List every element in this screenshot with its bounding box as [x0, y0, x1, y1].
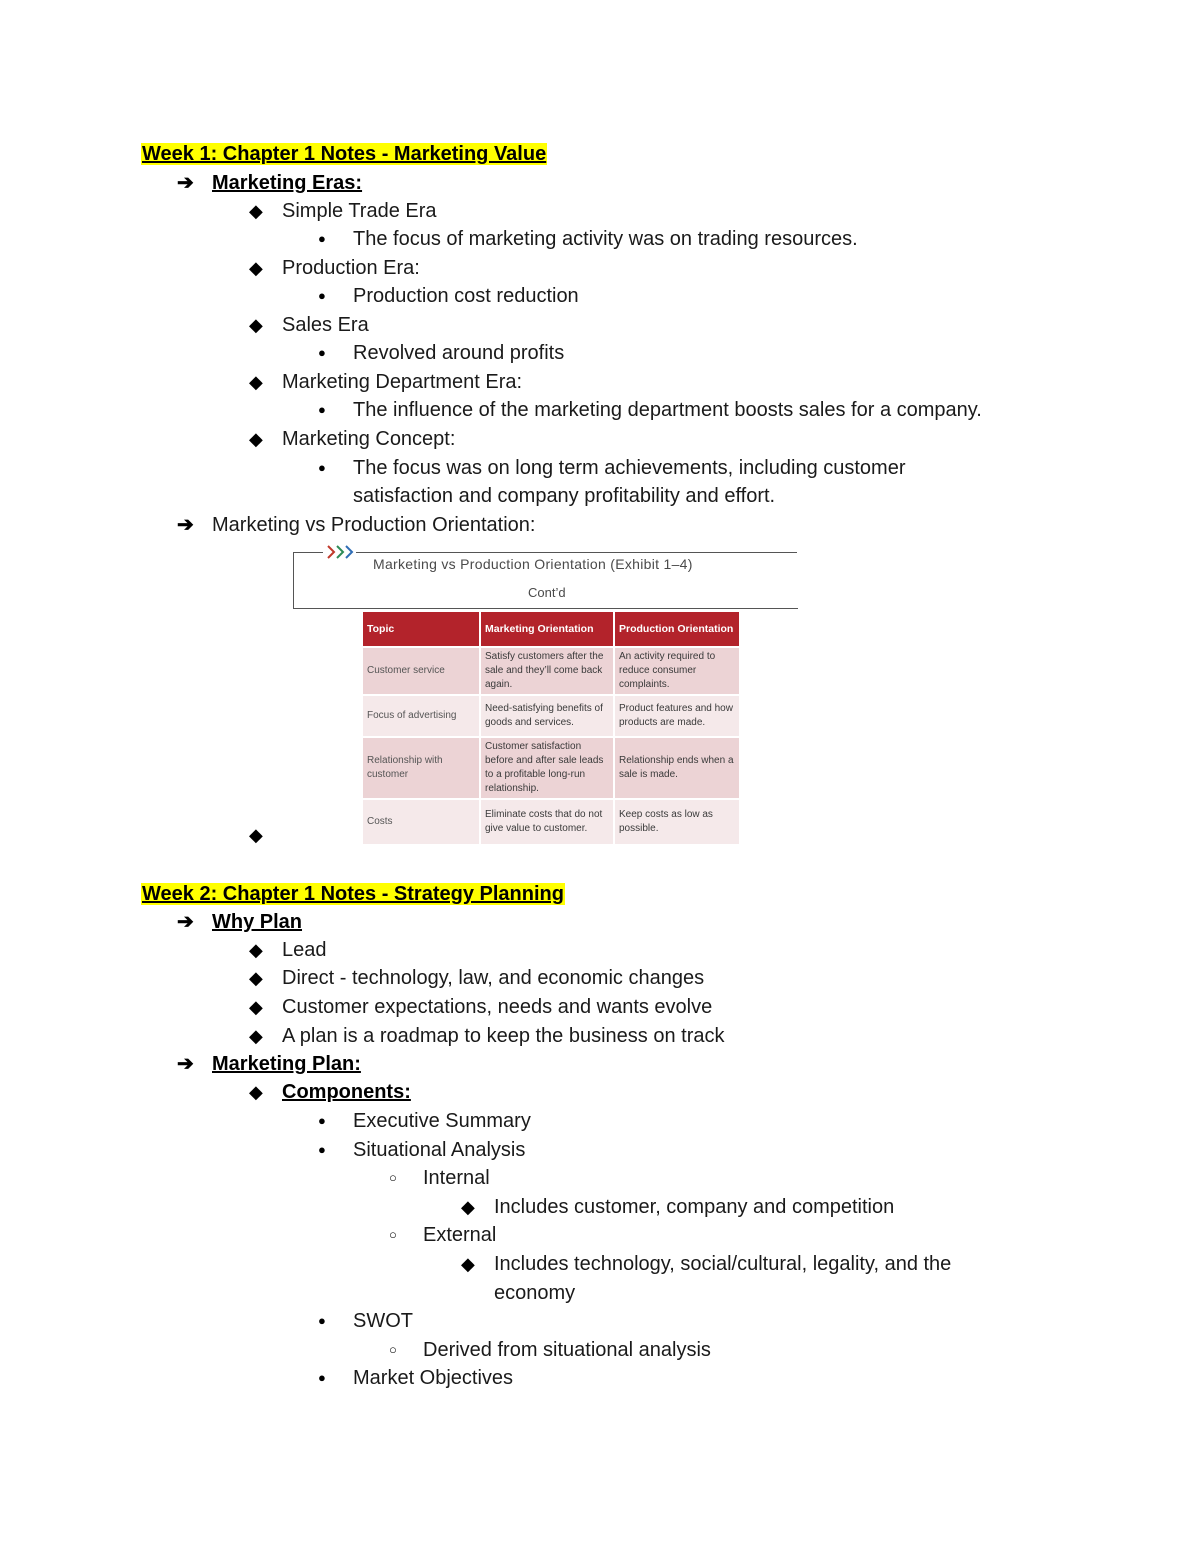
orientation-title: Marketing vs Production Orientation:	[212, 514, 536, 536]
table-cell: An activity required to reduce consumer complaints.	[614, 647, 740, 695]
table-cell: Relationship ends when a sale is made.	[614, 737, 740, 799]
era-sales-detail: Revolved around profits	[353, 342, 565, 364]
situational-external-detail-2: economy	[494, 1282, 576, 1304]
era-marketing-concept-detail-1: The focus was on long term achievements, including customer	[353, 457, 906, 479]
chevron-arrows-icon	[326, 542, 358, 562]
era-marketing-concept: Marketing Concept:	[282, 428, 456, 450]
week1-heading-line	[141, 140, 547, 168]
table-cell: Relationship with customer	[363, 737, 480, 799]
diamond-bullet-icon: ◆	[461, 1197, 475, 1217]
diamond-bullet-icon: ◆	[249, 201, 263, 221]
week2-heading-line	[141, 880, 565, 908]
table-cell: Costs	[363, 799, 480, 844]
table-cell: Product features and how products are made.	[614, 695, 740, 737]
situational-external: External	[423, 1224, 497, 1246]
swot-detail: Derived from situational analysis	[423, 1339, 711, 1361]
why-plan-item: Direct - technology, law, and economic changes	[282, 967, 705, 989]
diamond-bullet-icon: ◆	[249, 1026, 263, 1046]
table-cell: Customer service	[363, 647, 480, 695]
marketing-plan-title: Marketing Plan:	[212, 1053, 361, 1075]
era-marketing-department: Marketing Department Era:	[282, 371, 523, 393]
diamond-bullet-icon: ◆	[249, 825, 263, 845]
era-marketing-department-detail: The influence of the marketing department boosts sales for a company.	[353, 399, 982, 421]
diamond-bullet-icon: ◆	[249, 1082, 263, 1102]
week2-heading: Week 2: Chapter 1 Notes - Strategy Planning	[142, 883, 564, 905]
era-simple-trade: Simple Trade Era	[282, 200, 437, 222]
diamond-bullet-icon: ◆	[249, 940, 263, 960]
dot-bullet-icon: ●	[318, 1313, 326, 1328]
circle-bullet-icon: ○	[389, 1342, 397, 1357]
marketing-eras-title: Marketing Eras:	[212, 172, 363, 194]
dot-bullet-icon: ●	[318, 1370, 326, 1385]
exhibit-title: Marketing vs Production Orientation (Exhibit 1–4)	[373, 556, 693, 572]
arrow-bullet-icon: ➔	[177, 1053, 194, 1075]
orientation-table	[363, 612, 741, 844]
diamond-bullet-icon: ◆	[249, 997, 263, 1017]
dot-bullet-icon: ●	[318, 231, 326, 246]
era-sales: Sales Era	[282, 314, 369, 336]
why-plan-item: Customer expectations, needs and wants evolve	[282, 996, 713, 1018]
exhibit-subtitle: Cont’d	[528, 585, 566, 600]
table-cell: Focus of advertising	[363, 695, 480, 737]
component-executive-summary: Executive Summary	[353, 1110, 531, 1132]
dot-bullet-icon: ●	[318, 345, 326, 360]
dot-bullet-icon: ●	[318, 402, 326, 417]
era-marketing-concept-detail-2: satisfaction and company profitability and effort.	[353, 485, 776, 507]
column-header: Production Orientation	[614, 612, 740, 647]
diamond-bullet-icon: ◆	[249, 315, 263, 335]
table-row	[363, 799, 740, 844]
table-row	[363, 647, 740, 695]
table-cell: Eliminate costs that do not give value to customer.	[480, 799, 614, 844]
era-production: Production Era:	[282, 257, 420, 279]
components-title: Components:	[282, 1081, 411, 1103]
situational-internal-detail: Includes customer, company and competition	[494, 1196, 895, 1218]
table-cell: Customer satisfaction before and after sale leads to a profitable long-run relationship.	[480, 737, 614, 799]
column-header: Topic	[363, 612, 480, 647]
component-market-objectives: Market Objectives	[353, 1367, 514, 1389]
dot-bullet-icon: ●	[318, 460, 326, 475]
diamond-bullet-icon: ◆	[249, 372, 263, 392]
arrow-bullet-icon: ➔	[177, 514, 194, 536]
component-swot: SWOT	[353, 1310, 413, 1332]
diamond-bullet-icon: ◆	[249, 429, 263, 449]
era-production-detail: Production cost reduction	[353, 285, 579, 307]
table-row	[363, 737, 740, 799]
arrow-bullet-icon: ➔	[177, 911, 194, 933]
table-cell: Keep costs as low as possible.	[614, 799, 740, 844]
why-plan-item: Lead	[282, 939, 327, 961]
table-cell: Need-satisfying benefits of goods and services.	[480, 695, 614, 737]
why-plan-item: A plan is a roadmap to keep the business on track	[282, 1025, 725, 1047]
circle-bullet-icon: ○	[389, 1170, 397, 1185]
column-header: Marketing Orientation	[480, 612, 614, 647]
dot-bullet-icon: ●	[318, 1142, 326, 1157]
diamond-bullet-icon: ◆	[249, 258, 263, 278]
week1-heading: Week 1: Chapter 1 Notes - Marketing Value	[142, 143, 547, 165]
exhibit-rule	[356, 552, 797, 553]
era-simple-trade-detail: The focus of marketing activity was on trading resources.	[353, 228, 858, 250]
diamond-bullet-icon: ◆	[461, 1254, 475, 1274]
table-cell: Satisfy customers after the sale and they’ll come back again.	[480, 647, 614, 695]
situational-external-detail-1: Includes technology, social/cultural, legality, and the	[494, 1253, 952, 1275]
dot-bullet-icon: ●	[318, 288, 326, 303]
dot-bullet-icon: ●	[318, 1113, 326, 1128]
exhibit-rule-left	[293, 552, 323, 553]
component-situational-analysis: Situational Analysis	[353, 1139, 526, 1161]
circle-bullet-icon: ○	[389, 1227, 397, 1242]
arrow-bullet-icon: ➔	[177, 172, 194, 194]
table-header-row	[363, 612, 740, 647]
situational-internal: Internal	[423, 1167, 490, 1189]
diamond-bullet-icon: ◆	[249, 968, 263, 988]
table-row	[363, 695, 740, 737]
why-plan-title: Why Plan	[212, 911, 303, 933]
